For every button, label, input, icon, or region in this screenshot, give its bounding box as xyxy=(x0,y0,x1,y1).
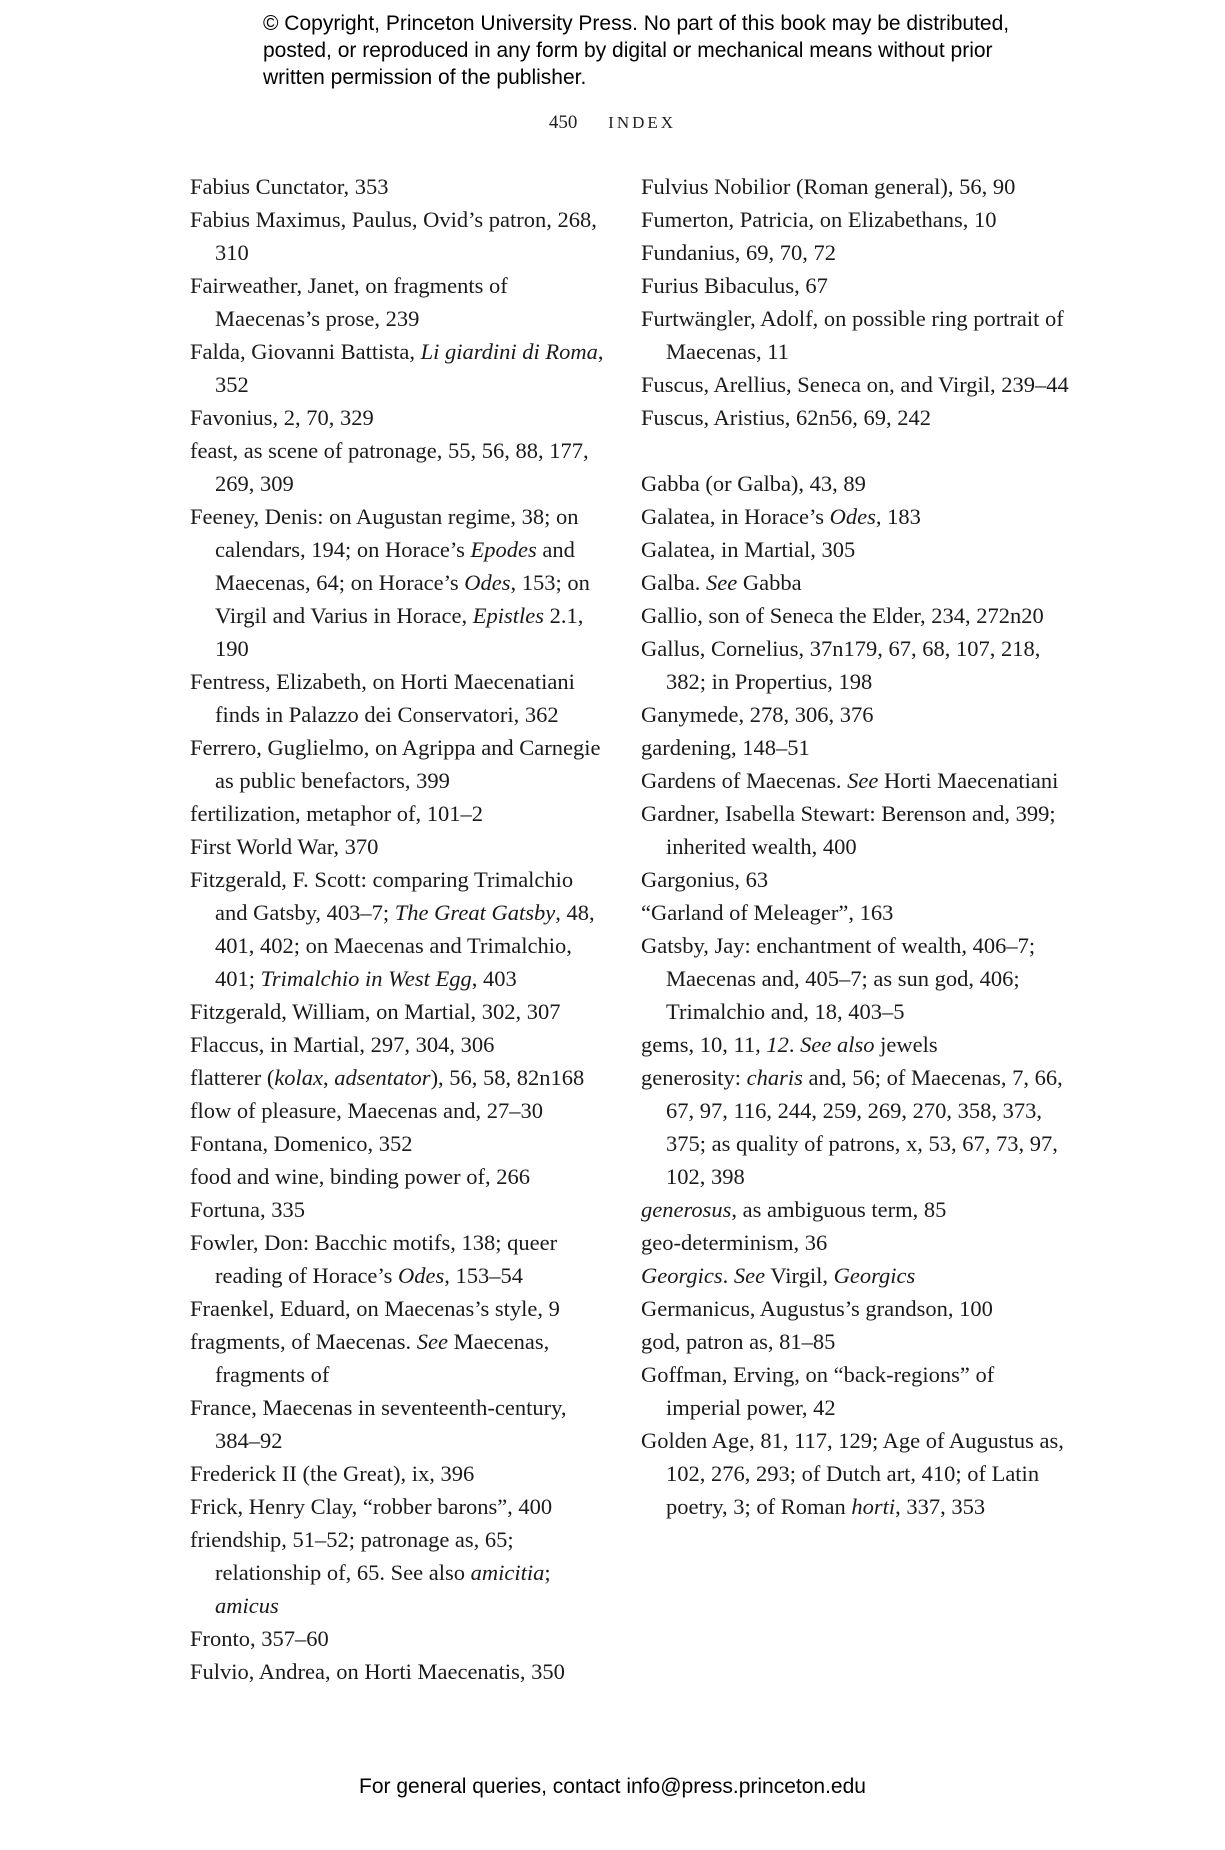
index-entry: Gatsby, Jay: enchantment of wealth, 406–7; Maecenas and, 405–7; as sun god, 406; Trimalchio and, 18, 403–5 xyxy=(641,933,1036,1024)
index-entry: Furius Bibaculus, 67 xyxy=(641,273,828,298)
copyright-notice: © Copyright, Princeton University Press. No part of this book may be distributed, posted, or reproduced in any form by digital or mechanical means without prior written permission of the publisher. xyxy=(263,12,1010,89)
index-entry: Fabius Cunctator, 353 xyxy=(190,174,389,199)
index-entry: Fairweather, Janet, on fragments of Maecenas’s prose, 239 xyxy=(190,273,508,331)
index-entry: Fabius Maximus, Paulus, Ovid’s patron, 268, 310 xyxy=(190,207,597,265)
index-entry: Flaccus, in Martial, 297, 304, 306 xyxy=(190,1032,495,1057)
index-entry: Falda, Giovanni Battista, Li giardini di Roma, 352 xyxy=(190,339,604,397)
page-number: 450 xyxy=(548,112,578,133)
index-column-right xyxy=(641,170,1071,1523)
index-entry: Germanicus, Augustus’s grandson, 100 xyxy=(641,1296,993,1321)
index-entry: Fuscus, Aristius, 62n56, 69, 242 xyxy=(641,405,932,430)
index-entry: Gardens of Maecenas. See Horti Maecenatiani xyxy=(641,768,1059,793)
index-entry: Fentress, Elizabeth, on Horti Maecenatiani finds in Palazzo dei Conservatori, 362 xyxy=(190,669,575,727)
index-entry: Gardner, Isabella Stewart: Berenson and, 399; inherited wealth, 400 xyxy=(641,801,1056,859)
index-entry: feast, as scene of patronage, 55, 56, 88, 177, 269, 309 xyxy=(190,438,589,496)
index-entry: France, Maecenas in seventeenth-century, 384–92 xyxy=(190,1395,567,1453)
index-entry: flatterer (kolax, adsentator), 56, 58, 82n168 xyxy=(190,1065,585,1090)
index-entry: Favonius, 2, 70, 329 xyxy=(190,405,374,430)
index-entry: Gargonius, 63 xyxy=(641,867,769,892)
index-entry: Frick, Henry Clay, “robber barons”, 400 xyxy=(190,1494,553,1519)
index-column-left xyxy=(190,170,610,1688)
index-entry: Fitzgerald, William, on Martial, 302, 307 xyxy=(190,999,561,1024)
index-entry: generosus, as ambiguous term, 85 xyxy=(641,1197,947,1222)
index-entry: Goffman, Erving, on “back-regions” of imperial power, 42 xyxy=(641,1362,995,1420)
index-entry: Frederick II (the Great), ix, 396 xyxy=(190,1461,475,1486)
index-entry: Fraenkel, Eduard, on Maecenas’s style, 9 xyxy=(190,1296,560,1321)
index-entry: Galba. See Gabba xyxy=(641,570,802,595)
index-entry: fertilization, metaphor of, 101–2 xyxy=(190,801,484,826)
index-entry: gems, 10, 11, 12. See also jewels xyxy=(641,1032,938,1057)
index-entry: Fitzgerald, F. Scott: comparing Trimalchio and Gatsby, 403–7; The Great Gatsby, 48, 401, 402; on Maecenas and Trimalchio, 401; Trimalchio in West Egg, 403 xyxy=(190,867,595,991)
index-entry: Galatea, in Horace’s Odes, 183 xyxy=(641,504,921,529)
footer-contact: For general queries, contact info@press.princeton.edu xyxy=(359,1775,866,1798)
index-entry: Fumerton, Patricia, on Elizabethans, 10 xyxy=(641,207,997,232)
index-entry: Georgics. See Virgil, Georgics xyxy=(641,1263,916,1288)
index-entry: fragments, of Maecenas. See Maecenas, fragments of xyxy=(190,1329,550,1387)
index-entry: Fortuna, 335 xyxy=(190,1197,305,1222)
index-entry: Fontana, Domenico, 352 xyxy=(190,1131,413,1156)
index-entry: First World War, 370 xyxy=(190,834,379,859)
index-entry: Fundanius, 69, 70, 72 xyxy=(641,240,837,265)
index-entry: food and wine, binding power of, 266 xyxy=(190,1164,530,1189)
section-title: INDEX xyxy=(608,113,677,132)
index-entry: Feeney, Denis: on Augustan regime, 38; on calendars, 194; on Horace’s Epodes and Maecenas, 64; on Horace’s Odes, 153; on Virgil and Varius in Horace, Epistles 2.1, 190 xyxy=(190,504,590,661)
index-entry: Gallio, son of Seneca the Elder, 234, 272n20 xyxy=(641,603,1044,628)
index-entry: flow of pleasure, Maecenas and, 27–30 xyxy=(190,1098,544,1123)
index-entry: generosity: charis and, 56; of Maecenas, 7, 66, 67, 97, 116, 244, 259, 269, 270, 358, 373, 375; as quality of patrons, x, 53, 67, 73, 97, 102, 398 xyxy=(641,1065,1063,1189)
index-entry: Golden Age, 81, 117, 129; Age of Augustus as, 102, 276, 293; of Dutch art, 410; of Latin poetry, 3; of Roman horti, 337, 353 xyxy=(641,1428,1064,1519)
index-entry: “Garland of Meleager”, 163 xyxy=(641,900,894,925)
index-entry: Fulvio, Andrea, on Horti Maecenatis, 350 xyxy=(190,1659,565,1684)
index-entry: Fulvius Nobilior (Roman general), 56, 90 xyxy=(641,174,1016,199)
index-entry: Fuscus, Arellius, Seneca on, and Virgil, 239–44 xyxy=(641,372,1069,397)
index-entry: Fronto, 357–60 xyxy=(190,1626,329,1651)
index-entry: geo-determinism, 36 xyxy=(641,1230,828,1255)
index-entry: Ganymede, 278, 306, 376 xyxy=(641,702,874,727)
index-entry: gardening, 148–51 xyxy=(641,735,810,760)
index-entry: friendship, 51–52; patronage as, 65; relationship of, 65. See also amicitia; amicus xyxy=(190,1527,551,1618)
running-head xyxy=(0,112,1225,134)
index-entry: Gabba (or Galba), 43, 89 xyxy=(641,471,866,496)
index-entry: god, patron as, 81–85 xyxy=(641,1329,836,1354)
index-entry: Gallus, Cornelius, 37n179, 67, 68, 107, 218, 382; in Propertius, 198 xyxy=(641,636,1041,694)
index-entry: Furtwängler, Adolf, on possible ring portrait of Maecenas, 11 xyxy=(641,306,1064,364)
index-entry: Galatea, in Martial, 305 xyxy=(641,537,856,562)
index-entry: Fowler, Don: Bacchic motifs, 138; queer reading of Horace’s Odes, 153–54 xyxy=(190,1230,558,1288)
index-entry: Ferrero, Guglielmo, on Agrippa and Carnegie as public benefactors, 399 xyxy=(190,735,601,793)
